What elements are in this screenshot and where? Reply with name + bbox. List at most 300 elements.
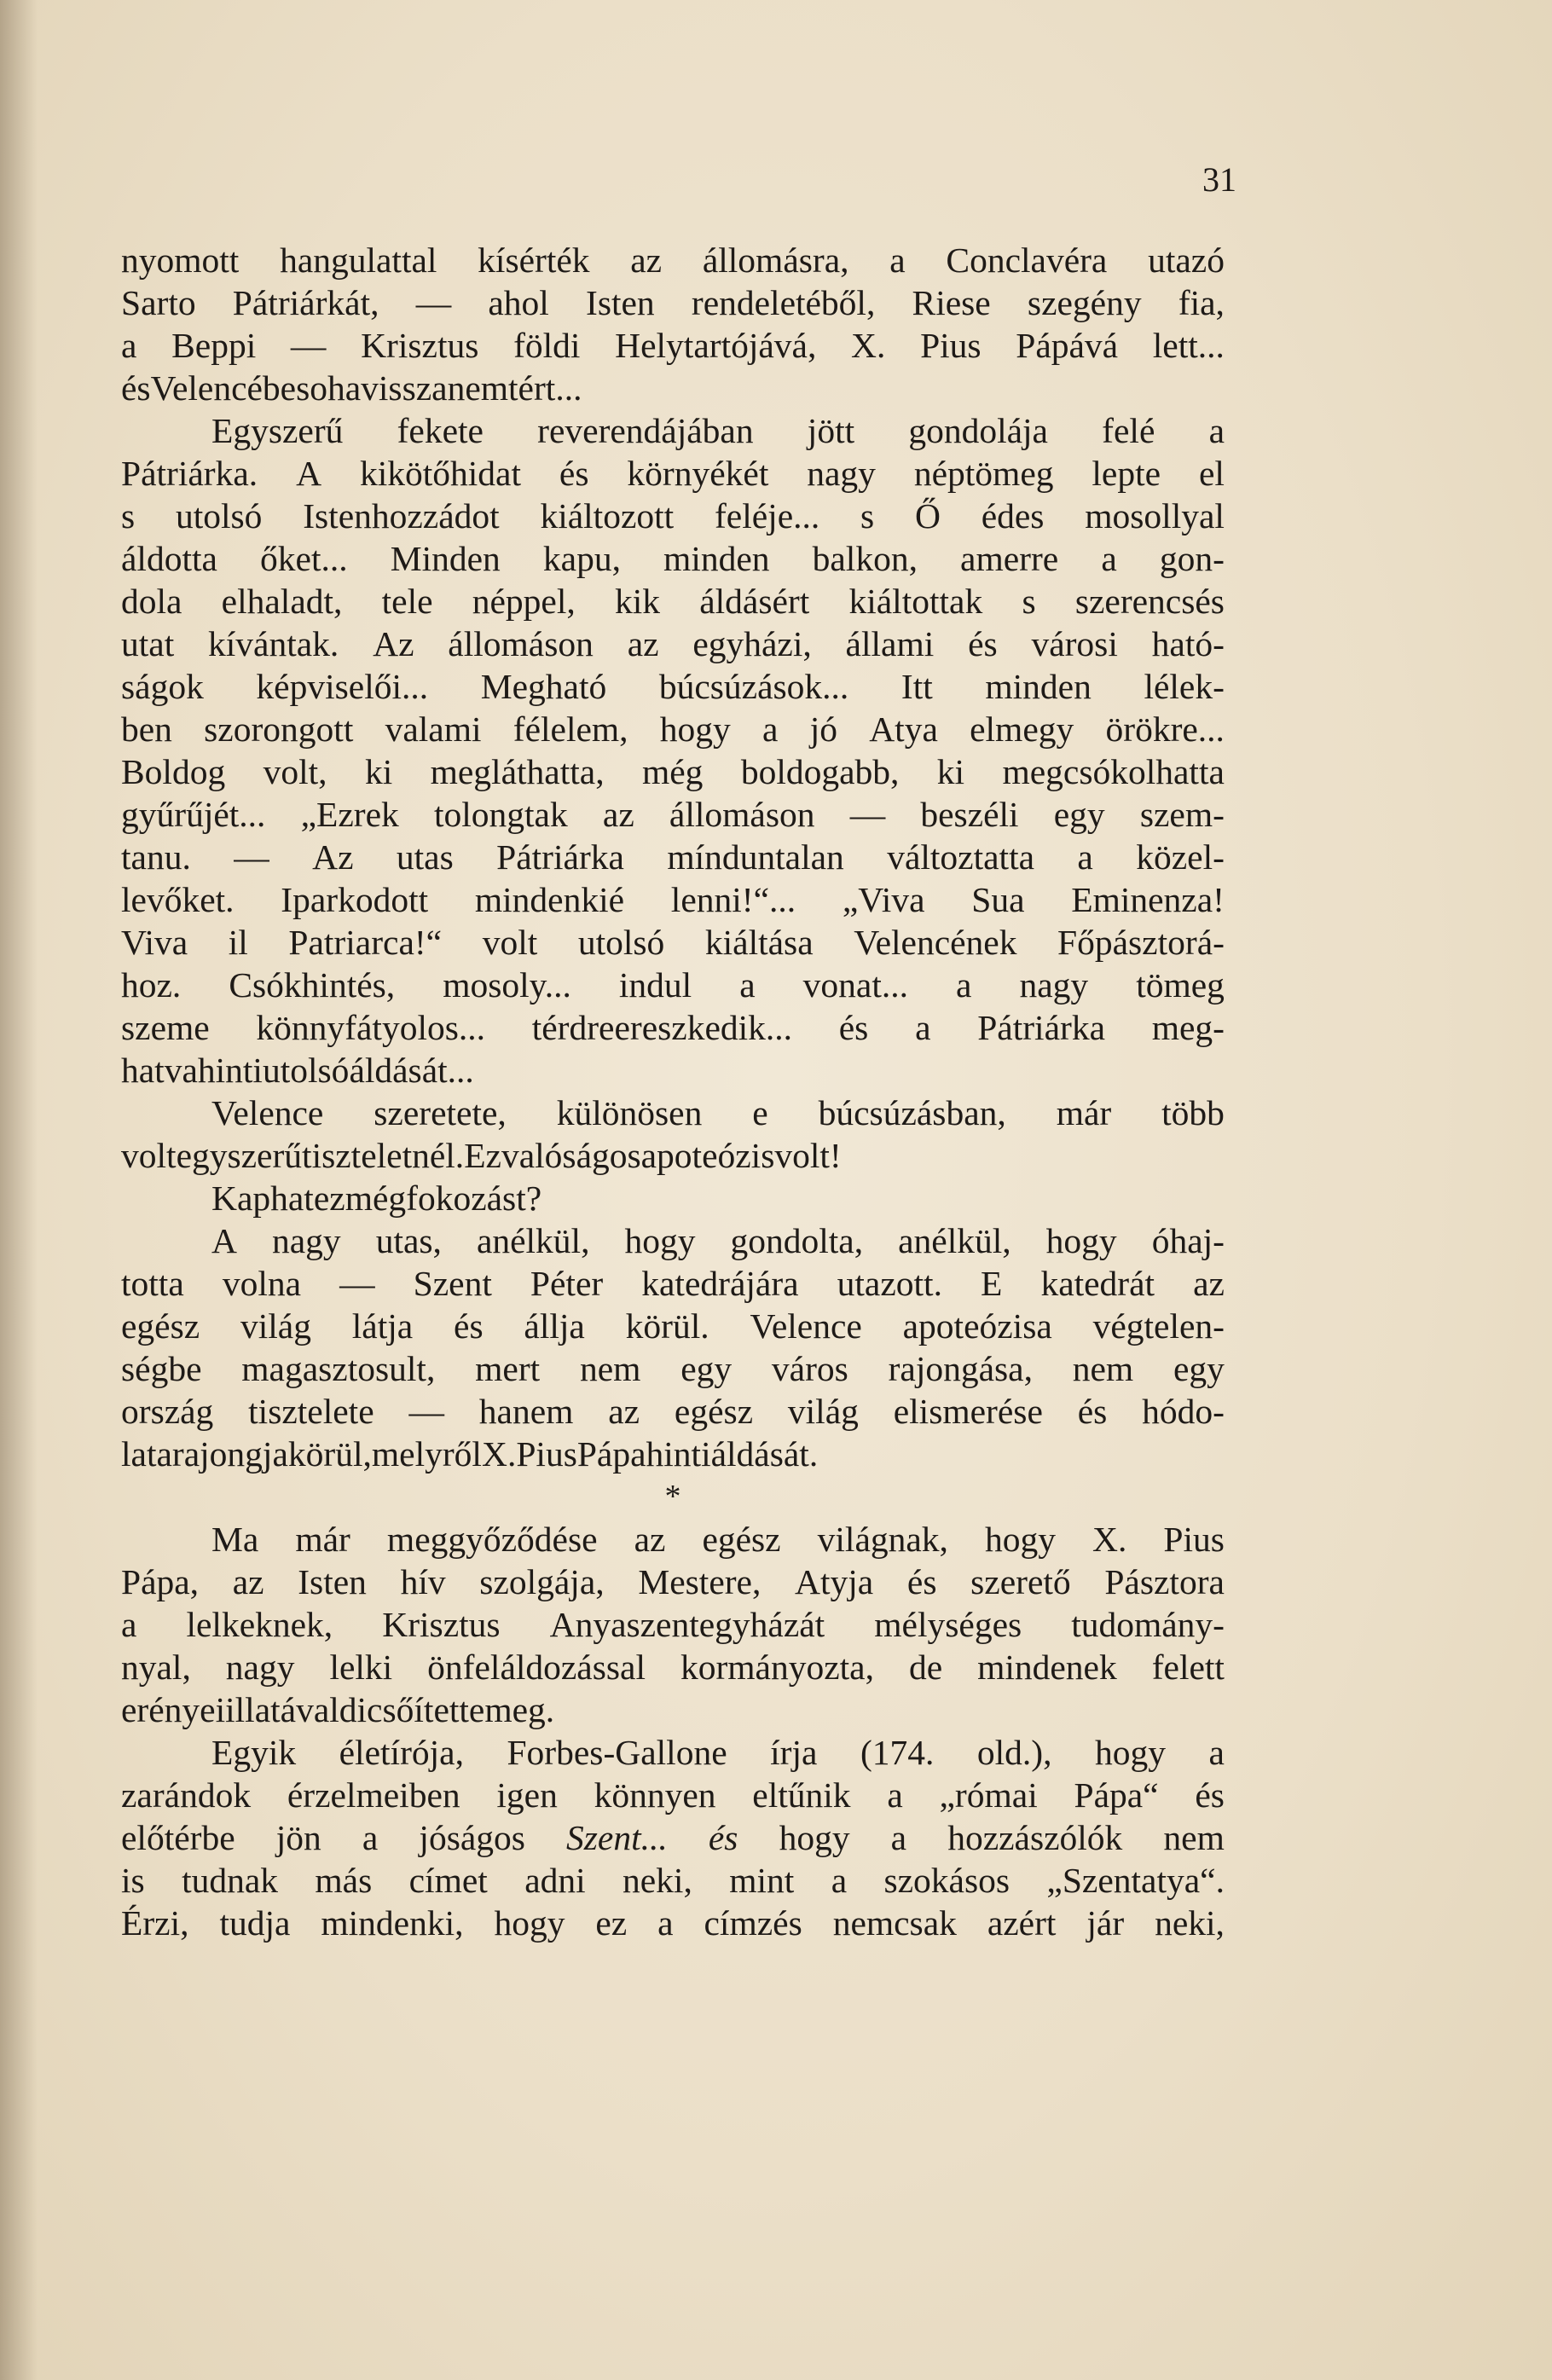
text-line bbox=[121, 1688, 1225, 1731]
text-line bbox=[121, 281, 1225, 324]
word: Pápává bbox=[1016, 326, 1119, 365]
word: a bbox=[121, 326, 137, 365]
word: lenni!“... bbox=[670, 880, 796, 919]
word: lett... bbox=[1152, 326, 1225, 365]
word: a bbox=[887, 1775, 903, 1815]
word: rajongja bbox=[171, 1434, 288, 1474]
word: A bbox=[211, 1221, 237, 1260]
word: gon- bbox=[1159, 539, 1225, 578]
word: nagy bbox=[225, 1647, 295, 1687]
text-line bbox=[121, 324, 1225, 367]
word: szerető bbox=[970, 1562, 1071, 1601]
word: egy bbox=[1053, 795, 1105, 834]
word: s bbox=[1022, 582, 1036, 621]
text-line bbox=[121, 495, 1225, 537]
text-line bbox=[121, 1561, 1225, 1603]
word: kiáltása bbox=[704, 923, 814, 962]
text-line bbox=[121, 239, 1225, 281]
word: Eminenza! bbox=[1071, 880, 1225, 919]
word: katedrát bbox=[1040, 1264, 1155, 1303]
word: egyházi, bbox=[692, 624, 812, 663]
text-line bbox=[121, 1902, 1225, 1944]
word: nyal, bbox=[121, 1647, 191, 1687]
word: egyszerű bbox=[176, 1136, 303, 1175]
word: Érzi, bbox=[121, 1903, 189, 1943]
word: hangulattal bbox=[280, 240, 437, 280]
word: érzelmeiben bbox=[287, 1775, 460, 1815]
word: tudja bbox=[219, 1903, 291, 1943]
word: boldogabb, bbox=[740, 752, 900, 791]
word: Isten bbox=[298, 1562, 367, 1601]
word: előtérbe bbox=[121, 1818, 235, 1857]
word: hogy bbox=[779, 1818, 850, 1857]
word: más bbox=[315, 1861, 373, 1900]
word: balkon, bbox=[812, 539, 918, 578]
word: egész bbox=[674, 1392, 754, 1431]
word: a bbox=[1208, 1733, 1225, 1772]
word: kapu, bbox=[542, 539, 621, 578]
word: a bbox=[890, 1818, 907, 1857]
word: több bbox=[1161, 1093, 1225, 1132]
text-line bbox=[121, 1305, 1225, 1347]
word: könnyfátyolos... bbox=[256, 1008, 485, 1047]
word: mint bbox=[729, 1861, 795, 1900]
text-line bbox=[121, 1049, 1225, 1092]
word: Istenhozzádot bbox=[303, 496, 500, 536]
word: ságok bbox=[121, 667, 204, 706]
word: és bbox=[559, 454, 589, 493]
text-line bbox=[121, 1219, 1225, 1262]
word: Velencébe bbox=[150, 368, 297, 408]
word: kiáltottak bbox=[848, 582, 983, 621]
word: Velence bbox=[750, 1306, 862, 1346]
word: Beppi bbox=[171, 326, 257, 365]
word: Pápa bbox=[576, 1434, 646, 1474]
word: egész bbox=[121, 1306, 200, 1346]
word: címzés bbox=[704, 1903, 802, 1943]
word: város bbox=[771, 1349, 848, 1388]
word: X. bbox=[1092, 1520, 1127, 1559]
word: lepte bbox=[1092, 454, 1161, 493]
word: lata bbox=[121, 1434, 172, 1474]
word: lelki bbox=[329, 1647, 393, 1687]
word: a bbox=[889, 240, 906, 280]
word: néppel, bbox=[472, 582, 576, 621]
word: édes bbox=[981, 496, 1045, 536]
word: ható- bbox=[1151, 624, 1225, 663]
word: nagy bbox=[272, 1221, 341, 1260]
word: soha bbox=[296, 368, 362, 408]
word: neki, bbox=[1155, 1903, 1225, 1943]
word: nem bbox=[579, 1349, 641, 1388]
text-line bbox=[121, 452, 1225, 495]
text-line bbox=[121, 623, 1225, 665]
word: térdreereszkedik... bbox=[531, 1008, 793, 1047]
word: kikötőhidat bbox=[359, 454, 522, 493]
word: Forbes-Gallone bbox=[507, 1733, 727, 1772]
word: utat bbox=[121, 624, 175, 663]
word: körül. bbox=[625, 1306, 709, 1346]
word: Iparkodott bbox=[281, 880, 429, 919]
word: utazott. bbox=[837, 1264, 942, 1303]
word: adni bbox=[524, 1861, 586, 1900]
word: de bbox=[908, 1647, 943, 1687]
word: Viva bbox=[121, 923, 188, 962]
word: körül, bbox=[287, 1434, 372, 1474]
word: ségbe bbox=[121, 1349, 202, 1388]
word: dola bbox=[121, 582, 182, 621]
word: ben bbox=[121, 709, 172, 749]
word: A bbox=[296, 454, 322, 493]
word: mosollyal bbox=[1085, 496, 1225, 536]
text-line bbox=[121, 921, 1225, 964]
word: Az bbox=[373, 624, 414, 663]
word: totta bbox=[121, 1264, 184, 1303]
word: old.), bbox=[976, 1733, 1052, 1772]
word: a bbox=[1208, 411, 1225, 450]
word: erényei bbox=[121, 1690, 226, 1729]
word: (174. bbox=[860, 1733, 935, 1772]
word: mosoly... bbox=[443, 965, 571, 1005]
word: beszéli bbox=[920, 795, 1019, 834]
word: egész bbox=[702, 1520, 781, 1559]
word: a bbox=[1101, 539, 1117, 578]
word: utolsó bbox=[577, 923, 665, 962]
word: Pius bbox=[1163, 1520, 1225, 1559]
word: Sua bbox=[971, 880, 1025, 919]
word: vissza bbox=[361, 368, 448, 408]
word: igen bbox=[496, 1775, 558, 1815]
word: — bbox=[415, 283, 452, 322]
word: anélkül, bbox=[476, 1221, 590, 1260]
word: hogy bbox=[494, 1903, 565, 1943]
word: hogy bbox=[659, 709, 731, 749]
word: ki bbox=[936, 752, 965, 791]
word: Pátriárka bbox=[496, 837, 624, 877]
word: a bbox=[1077, 837, 1093, 877]
word: búcsúzások... bbox=[658, 667, 849, 706]
word: elhaladt, bbox=[221, 582, 343, 621]
word: nem bbox=[447, 368, 509, 408]
word: eltűnik bbox=[752, 1775, 851, 1815]
word: látja bbox=[351, 1306, 414, 1346]
word: Helytartójává, bbox=[615, 326, 817, 365]
word: Főpásztorá- bbox=[1057, 923, 1225, 962]
word: még bbox=[345, 1178, 407, 1218]
word: a bbox=[831, 1861, 848, 1900]
word: Krisztus bbox=[361, 326, 479, 365]
word: fia, bbox=[1178, 283, 1225, 322]
word: ki bbox=[364, 752, 393, 791]
word: állomáson bbox=[448, 624, 594, 663]
word: Velence bbox=[211, 1093, 324, 1132]
word: Boldog bbox=[121, 752, 226, 791]
word: életírója, bbox=[339, 1733, 464, 1772]
word: Pátriárkát, bbox=[232, 283, 379, 322]
word: Pápa“ bbox=[1074, 1775, 1159, 1815]
word: tudnak bbox=[182, 1861, 279, 1900]
word: felett bbox=[1151, 1647, 1225, 1687]
word: rajongása, bbox=[888, 1349, 1033, 1388]
word: szegény bbox=[1027, 283, 1142, 322]
word: városi bbox=[1031, 624, 1118, 663]
word: apoteózisa bbox=[902, 1306, 1052, 1346]
word: gondolája bbox=[908, 411, 1048, 450]
word: mert bbox=[475, 1349, 541, 1388]
word: a bbox=[762, 709, 779, 749]
word: fekete bbox=[397, 411, 484, 450]
word: magasztosult, bbox=[241, 1349, 436, 1388]
word: Pásztora bbox=[1104, 1562, 1225, 1601]
word: volt bbox=[121, 1136, 177, 1175]
word: könnyen bbox=[594, 1775, 716, 1815]
word: nagy bbox=[1019, 965, 1089, 1005]
word: néptömeg bbox=[913, 454, 1054, 493]
word: melyről bbox=[371, 1434, 482, 1474]
word: meg. bbox=[484, 1690, 555, 1729]
word: „Ezrek bbox=[300, 795, 399, 834]
text-line bbox=[121, 1347, 1225, 1390]
word: Minden bbox=[390, 539, 501, 578]
word: Krisztus bbox=[382, 1605, 501, 1644]
word: tanu. bbox=[121, 837, 191, 877]
word: állomásra, bbox=[702, 240, 849, 280]
word: amerre bbox=[960, 539, 1059, 578]
word: „római bbox=[939, 1775, 1038, 1815]
word: és bbox=[121, 368, 151, 408]
word: utolsó bbox=[262, 1051, 350, 1090]
text-line bbox=[121, 1774, 1225, 1816]
text-line bbox=[121, 1518, 1225, 1561]
text-line bbox=[121, 878, 1225, 921]
word: Patriarca!“ bbox=[288, 923, 443, 962]
word: Mestere, bbox=[638, 1562, 762, 1601]
text-line bbox=[121, 1092, 1225, 1134]
word: az bbox=[630, 240, 663, 280]
word: szerencsés bbox=[1074, 582, 1225, 621]
word: Pius bbox=[920, 326, 982, 365]
word: — bbox=[408, 1392, 444, 1431]
word: hoz. bbox=[121, 965, 182, 1005]
word: vonat... bbox=[802, 965, 908, 1005]
word: kormányozta, bbox=[680, 1647, 874, 1687]
word: áldásért bbox=[699, 582, 810, 621]
word: tért... bbox=[508, 368, 582, 408]
word: az bbox=[608, 1392, 640, 1431]
word: ország bbox=[121, 1392, 214, 1431]
word: az bbox=[232, 1562, 264, 1601]
word: lelkeknek, bbox=[186, 1605, 333, 1644]
word: gyűrűjét... bbox=[121, 795, 266, 834]
word: szorongott bbox=[204, 709, 354, 749]
word: azért bbox=[987, 1903, 1057, 1943]
word: változtatta bbox=[887, 837, 1035, 877]
word: szeme bbox=[121, 1008, 210, 1047]
word: jóságos bbox=[419, 1818, 525, 1857]
word: tiszteletnél. bbox=[302, 1136, 465, 1175]
word: mindenek bbox=[977, 1647, 1117, 1687]
word: kiáltozott bbox=[540, 496, 675, 536]
word: s bbox=[121, 496, 136, 536]
text-line bbox=[121, 1646, 1225, 1688]
word: X. bbox=[481, 1434, 517, 1474]
word: — bbox=[849, 795, 886, 834]
word: önfeláldozással bbox=[427, 1647, 646, 1687]
word: Kaphat bbox=[211, 1178, 314, 1218]
word: hozzászólók bbox=[947, 1818, 1123, 1857]
word: és bbox=[708, 1818, 738, 1857]
word: minden bbox=[663, 539, 770, 578]
word: fokozást? bbox=[406, 1178, 542, 1218]
word: rendeletéből, bbox=[691, 283, 876, 322]
word: „Szentatya“. bbox=[1046, 1861, 1225, 1900]
word: Ma bbox=[211, 1520, 259, 1559]
word: nemcsak bbox=[832, 1903, 957, 1943]
text-line bbox=[121, 1433, 1225, 1475]
word: nyomott bbox=[121, 240, 240, 280]
word: hogy bbox=[984, 1520, 1056, 1559]
text-line bbox=[121, 665, 1225, 708]
word: Sarto bbox=[121, 283, 196, 322]
word: anélkül, bbox=[898, 1221, 1011, 1260]
text-line bbox=[121, 1603, 1225, 1646]
word: zarándok bbox=[121, 1775, 252, 1815]
word: valóságos bbox=[501, 1136, 641, 1175]
section-divider bbox=[121, 1475, 1225, 1518]
word: világ bbox=[787, 1392, 859, 1431]
word: környékét bbox=[627, 454, 769, 493]
word: — bbox=[234, 837, 269, 877]
word: hinti bbox=[646, 1434, 711, 1474]
word: „Viva bbox=[842, 880, 925, 919]
word: hinti bbox=[197, 1051, 263, 1090]
word: áldását. bbox=[710, 1434, 819, 1474]
word: képviselői... bbox=[256, 667, 429, 706]
word: tudomány- bbox=[1071, 1605, 1225, 1644]
word: Pius bbox=[516, 1434, 577, 1474]
page-number: 31 bbox=[1202, 160, 1236, 199]
text-line bbox=[121, 750, 1225, 793]
text-line bbox=[121, 964, 1225, 1006]
word: jó bbox=[809, 709, 837, 749]
word: és bbox=[1077, 1392, 1108, 1431]
word: Péter bbox=[530, 1264, 604, 1303]
word: Riese bbox=[912, 283, 991, 322]
word: volt! bbox=[774, 1136, 842, 1175]
word: végtelen- bbox=[1092, 1306, 1225, 1346]
word: utolsó bbox=[175, 496, 263, 536]
word: kísérték bbox=[478, 240, 590, 280]
word: kik bbox=[614, 582, 660, 621]
word: levőket. bbox=[121, 880, 235, 919]
word: a bbox=[956, 965, 972, 1005]
word: mindenki, bbox=[321, 1903, 464, 1943]
text-line bbox=[121, 367, 1225, 409]
word: nem bbox=[1072, 1349, 1134, 1388]
word: állja bbox=[524, 1306, 585, 1346]
word: indul bbox=[618, 965, 692, 1005]
word: Egyik bbox=[211, 1733, 297, 1772]
word: tolongtak bbox=[433, 795, 568, 834]
text-line bbox=[121, 1262, 1225, 1305]
word: neki, bbox=[623, 1861, 692, 1900]
word: a bbox=[739, 965, 756, 1005]
text-line bbox=[121, 1731, 1225, 1774]
word: és bbox=[906, 1562, 937, 1601]
word: Egyszerű bbox=[211, 411, 344, 450]
word: hogy bbox=[1045, 1221, 1117, 1260]
word: az bbox=[634, 1520, 666, 1559]
word: — bbox=[339, 1264, 375, 1303]
word: hogy bbox=[624, 1221, 696, 1260]
word: ez bbox=[313, 1178, 345, 1218]
word: szolgája, bbox=[479, 1562, 605, 1601]
word: jár bbox=[1086, 1903, 1125, 1943]
word: * bbox=[664, 1479, 681, 1514]
word: Isten bbox=[586, 283, 655, 322]
word: utas bbox=[396, 837, 454, 877]
word: földi bbox=[513, 326, 581, 365]
word: különösen bbox=[556, 1093, 703, 1132]
word: Itt bbox=[901, 667, 933, 706]
word: szeretete, bbox=[374, 1093, 507, 1132]
word: illatával bbox=[225, 1690, 339, 1729]
word: meg- bbox=[1151, 1008, 1225, 1047]
word: volt bbox=[482, 923, 538, 962]
word: tömeg bbox=[1136, 965, 1225, 1005]
word: ez bbox=[595, 1903, 628, 1943]
text-line bbox=[121, 1177, 1225, 1219]
word: örökre... bbox=[1105, 709, 1225, 749]
word: hív bbox=[400, 1562, 446, 1601]
text-line bbox=[121, 580, 1225, 623]
word: búcsúzásban, bbox=[818, 1093, 1006, 1132]
word: X. bbox=[851, 326, 886, 365]
word: ahol bbox=[488, 283, 549, 322]
word: nagy bbox=[807, 454, 876, 493]
word: Conclavéra bbox=[946, 240, 1108, 280]
word: a bbox=[657, 1903, 674, 1943]
word: Anyaszentegyházát bbox=[549, 1605, 825, 1644]
word: Velencének bbox=[854, 923, 1017, 962]
word: valami bbox=[385, 709, 482, 749]
word: s bbox=[860, 496, 875, 536]
word: felé bbox=[1102, 411, 1155, 450]
word: hódo- bbox=[1142, 1392, 1225, 1431]
word: — bbox=[290, 326, 327, 365]
word: elmegy bbox=[970, 709, 1074, 749]
word: volt, bbox=[263, 752, 327, 791]
body-text bbox=[121, 239, 1225, 1944]
word: a bbox=[121, 1605, 137, 1644]
word: írja bbox=[770, 1733, 818, 1772]
word: félelem, bbox=[513, 709, 628, 749]
word: is bbox=[121, 1861, 145, 1900]
word: szokásos bbox=[883, 1861, 1011, 1900]
word: hanem bbox=[478, 1392, 574, 1431]
word: Szent... bbox=[566, 1818, 668, 1857]
word: Az bbox=[312, 837, 354, 877]
word: feléje... bbox=[714, 496, 820, 536]
word: Atya bbox=[869, 709, 938, 749]
word: őket... bbox=[260, 539, 348, 578]
word: utas, bbox=[375, 1221, 442, 1260]
word: Szent bbox=[413, 1264, 492, 1303]
word: lélek- bbox=[1144, 667, 1225, 706]
word: minden bbox=[985, 667, 1092, 706]
word: katedrájára bbox=[641, 1264, 799, 1303]
word: mindenkié bbox=[474, 880, 625, 919]
